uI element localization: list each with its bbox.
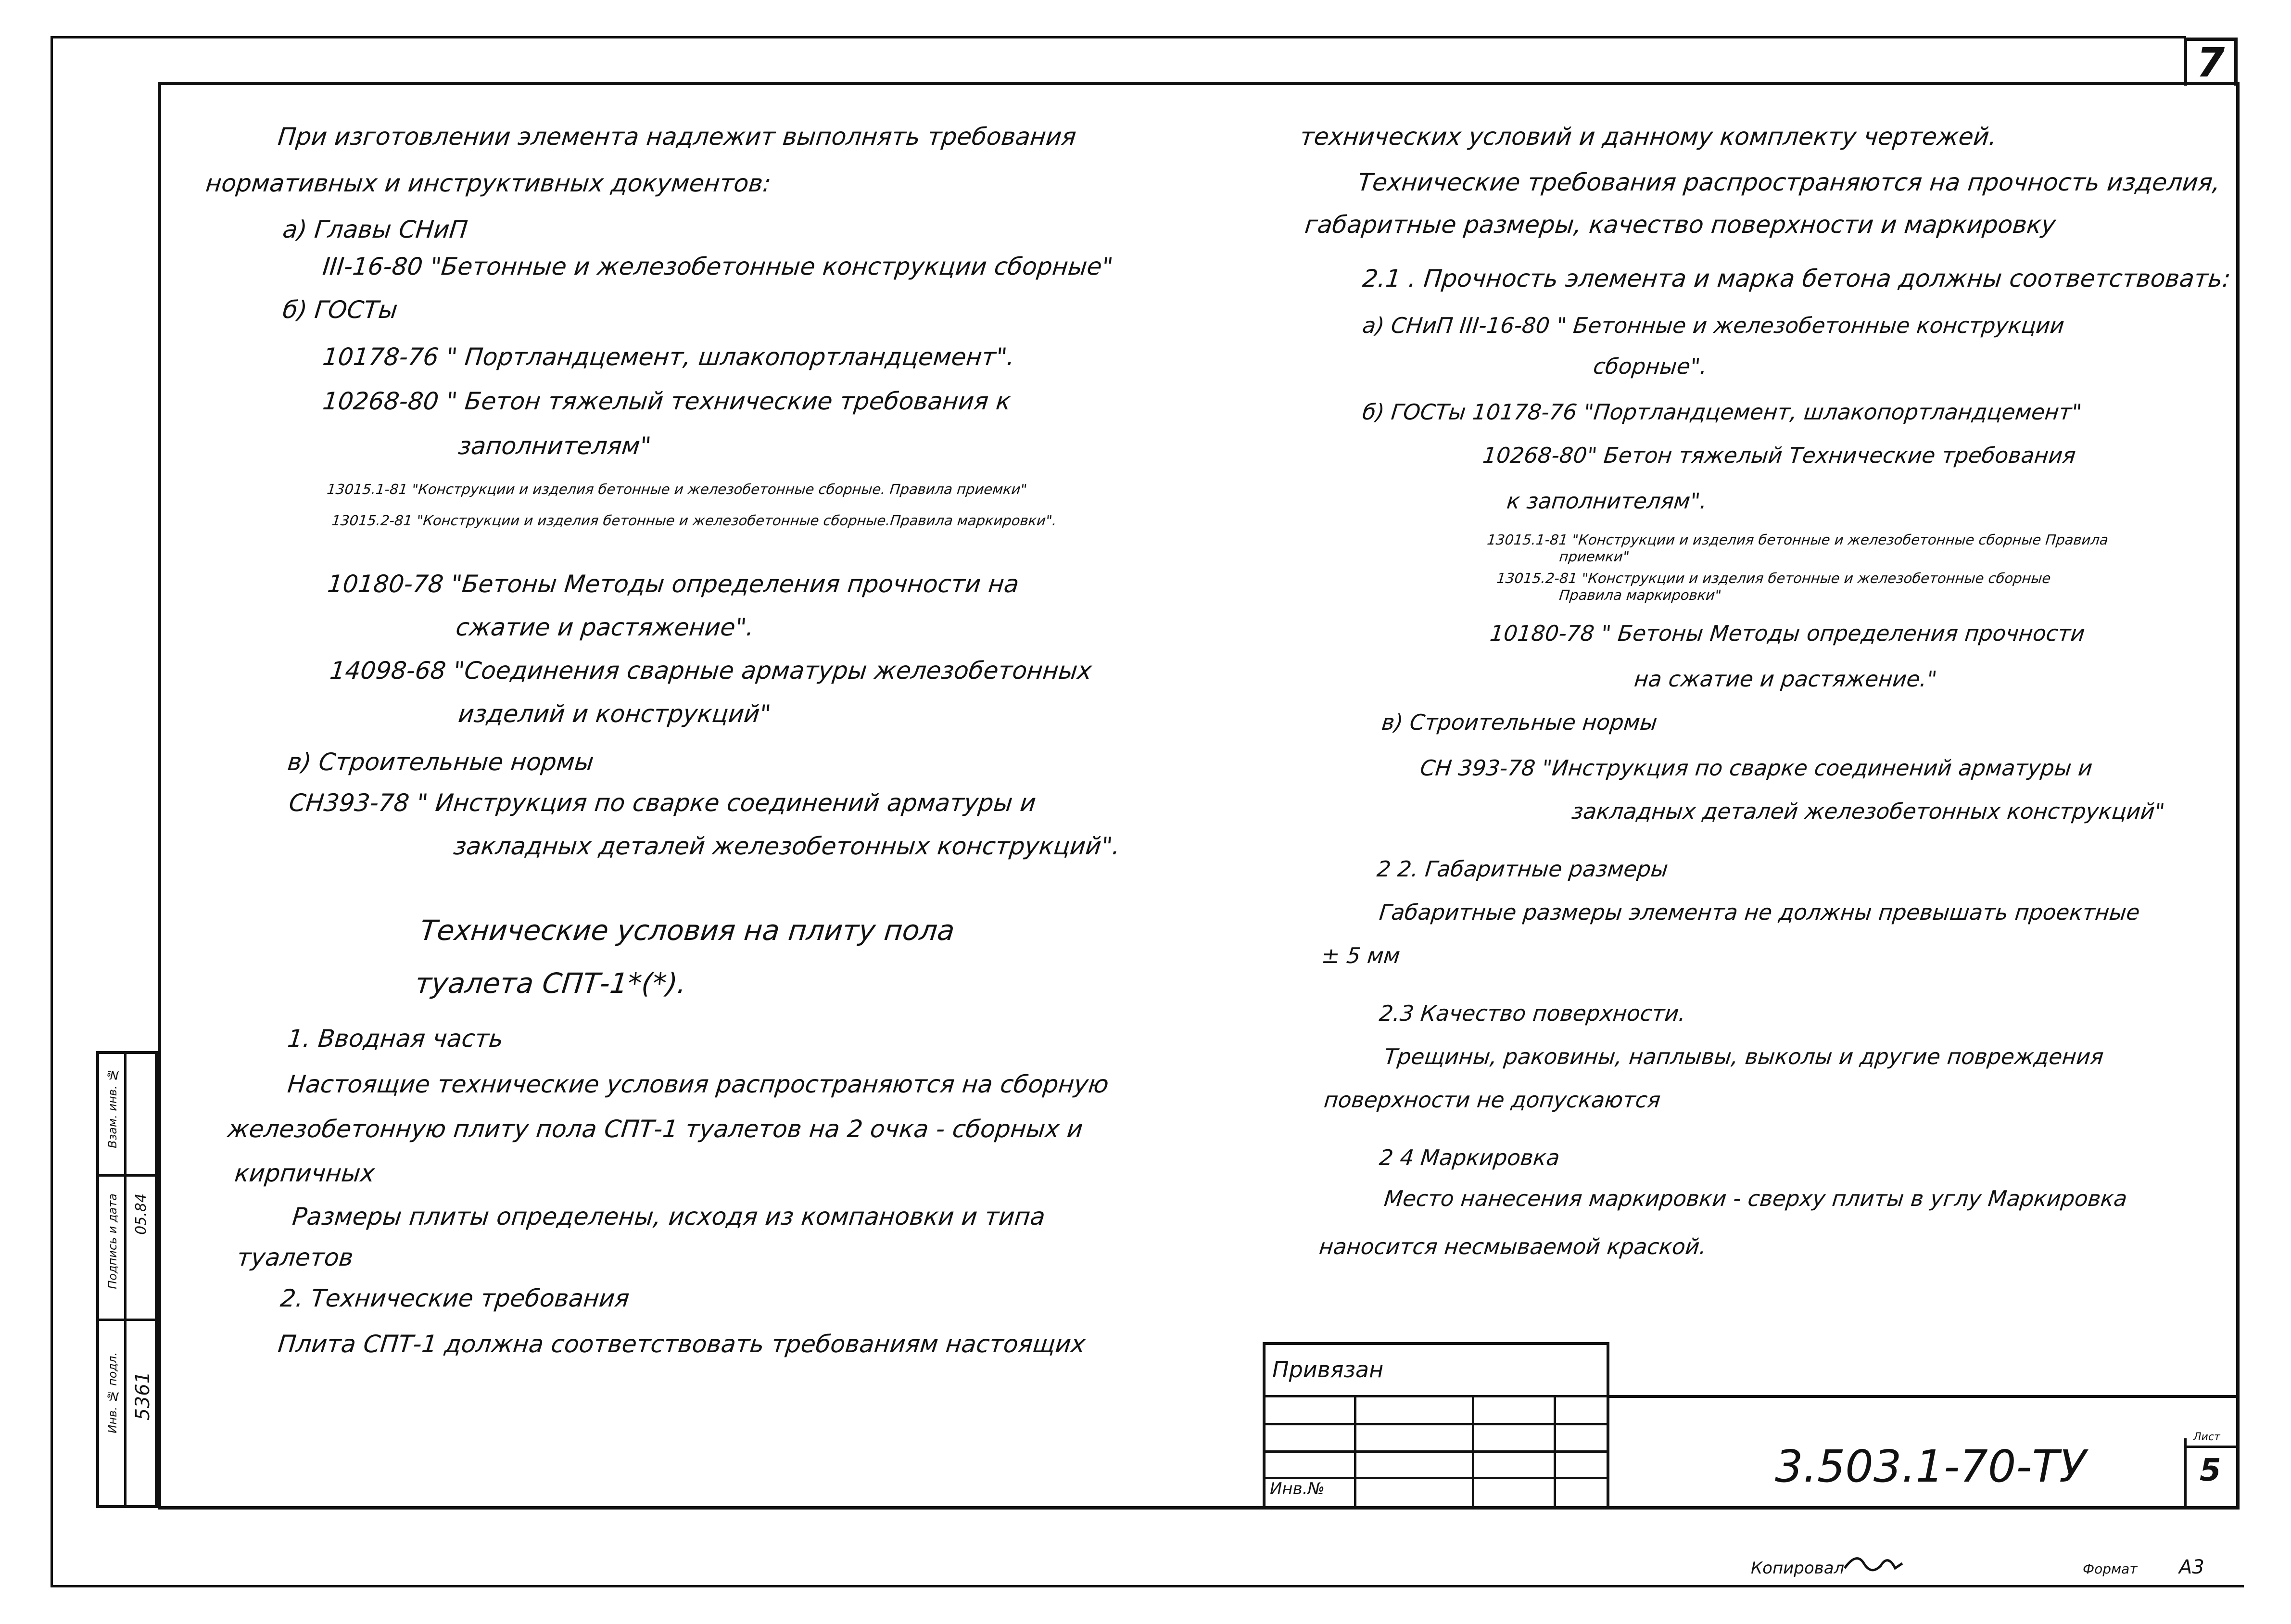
attached-label: Привязан — [1272, 1357, 1384, 1383]
text-line: нормативных и инструктивных документов: — [204, 169, 772, 197]
text-line: При изготовлении элемента надлежит выполнять требования — [277, 123, 1078, 151]
title-block-line — [2184, 1446, 2237, 1448]
section-heading: 2. Технические требования — [279, 1284, 631, 1312]
title-block-line — [1472, 1395, 1474, 1508]
text-line: сжатие и растяжение". — [455, 613, 756, 641]
text-line: кирпичных — [233, 1159, 377, 1187]
format-label: Формат — [2083, 1561, 2138, 1577]
text-line: 10268-80 " Бетон тяжелый технические требования к — [321, 387, 1013, 415]
text-line: технических условий и данному комплекту чертежей. — [1299, 123, 1999, 151]
sheet-bottom-line — [51, 1585, 2244, 1587]
signature-date-value: 05.84 — [133, 1193, 150, 1235]
inv-original-label: Инв. № подл. — [106, 1352, 119, 1434]
inv-original-value: 5361 — [132, 1371, 154, 1421]
section-heading: в) Строительные нормы — [286, 748, 595, 776]
document-title: туалета СПТ-1*(*). — [414, 967, 688, 1000]
text-line: 10180-78 " Бетоны Методы определения прочности — [1489, 621, 2087, 646]
text-line: габаритные размеры, качество поверхности и маркировку — [1304, 211, 2057, 239]
text-line: к заполнителям". — [1506, 488, 1709, 514]
text-line: а) СНиП III-16-80 " Бетонные и железобетонные конструкции — [1361, 313, 2066, 338]
text-line: Плита СПТ-1 должна соответствовать требованиям настоящих — [277, 1330, 1087, 1358]
text-line: закладных деталей железобетонных конструкций". — [452, 832, 1122, 860]
text-line: 14098-68 "Соединения сварные арматуры железобетонных — [329, 657, 1093, 685]
text-line: наносится несмываемой краской. — [1318, 1234, 1708, 1259]
text-line: 10178-76 " Портландцемент, шлакопортландцемент". — [321, 343, 1016, 371]
text-line: б) ГОСТы 10178-76 "Портландцемент, шлакопортландцемент" — [1361, 399, 2083, 425]
text-line: Технические требования распространяются на прочность изделия, — [1356, 168, 2222, 196]
side-stamp-divider — [99, 1174, 155, 1177]
text-line: Трещины, раковины, наплывы, выколы и другие повреждения — [1383, 1044, 2105, 1069]
text-line: III-16-80 "Бетонные и железобетонные конструкции сборные" — [321, 253, 1114, 280]
section-heading: б) ГОСТы — [281, 296, 399, 324]
text-line: сборные". — [1592, 354, 1709, 379]
text-line: закладных деталей железобетонных конструкций" — [1570, 799, 2166, 824]
title-block-line — [1607, 1395, 2237, 1398]
text-line: на сжатие и растяжение." — [1633, 666, 1938, 692]
title-block-line — [1263, 1342, 1609, 1345]
text-line: 10268-80" Бетон тяжелый Технические требования — [1481, 443, 2077, 468]
inv-number-label: Инв.№ — [1270, 1479, 1325, 1498]
text-line: 13015.1-81 "Конструкции и изделия бетонные и железобетонные сборные. Правила приемки" — [326, 481, 1028, 497]
copier-signature — [1842, 1549, 1905, 1578]
text-line: заполнителям" — [457, 432, 653, 460]
text-line: железобетонную плиту пола СПТ-1 туалетов на 2 очка - сборных и — [226, 1115, 1085, 1143]
section-heading: 1. Вводная часть — [286, 1025, 505, 1053]
text-line: СН 393-78 "Инструкция по сварке соединений арматуры и — [1419, 755, 2094, 781]
title-block-line — [1263, 1395, 1609, 1397]
section-heading: а) Главы СНиП — [281, 216, 469, 243]
text-line: 13015.2-81 "Конструкции и изделия бетонные и железобетонные сборные.Правила маркировки". — [331, 512, 1058, 529]
text-line: Размеры плиты определены, исходя из компановки и типа — [291, 1203, 1047, 1231]
title-block-line — [2184, 1438, 2187, 1508]
copied-label: Копировал — [1751, 1559, 1845, 1578]
signature-date-label: Подпись и дата — [106, 1193, 119, 1289]
text-line: 13015.1-81 "Конструкции и изделия бетонные и железобетонные сборные Правила — [1486, 532, 2109, 548]
side-stamp-divider — [99, 1319, 155, 1321]
text-line: приемки" — [1558, 548, 1631, 565]
sheet-top-line — [51, 36, 2186, 38]
document-title: Технические условия на плиту пола — [418, 914, 957, 947]
text-line: Габаритные размеры элемента не должны превышать проектные — [1378, 900, 2141, 925]
section-heading: 2.1 . Прочность элемента и марка бетона должны соответствовать: — [1361, 265, 2232, 292]
text-line: Правила маркировки" — [1558, 587, 1722, 603]
text-line: поверхности не допускаются — [1323, 1087, 1662, 1113]
section-heading: 2 2. Габаритные размеры — [1376, 856, 1670, 882]
document-code: 3.503.1-70-ТУ — [1775, 1441, 2086, 1492]
title-block-line — [1263, 1450, 1609, 1453]
text-line: 13015.2-81 "Конструкции и изделия бетонные и железобетонные сборные — [1496, 570, 2052, 586]
section-heading: в) Строительные нормы — [1380, 710, 1659, 735]
text-line: Место нанесения маркировки - сверху плиты в углу Маркировка — [1383, 1186, 2128, 1211]
text-line: 10180-78 "Бетоны Методы определения прочности на — [326, 570, 1021, 598]
side-stamp — [96, 1051, 158, 1508]
sheet-label: Лист — [2193, 1431, 2220, 1443]
format-value: А3 — [2179, 1556, 2204, 1578]
title-block-line — [1554, 1395, 1556, 1508]
sheet-number: 5 — [2200, 1453, 2221, 1488]
text-line: изделий и конструкций" — [457, 700, 772, 728]
title-block-line — [1354, 1395, 1356, 1508]
title-block-line — [1263, 1423, 1609, 1425]
text-line: ± 5 мм — [1320, 943, 1402, 968]
text-line: туалетов — [236, 1243, 355, 1271]
section-heading: 2.3 Качество поверхности. — [1378, 1001, 1687, 1026]
text-line: СН393-78 " Инструкция по сварке соединений арматуры и — [288, 789, 1038, 817]
page-corner-number: 7 — [2184, 38, 2238, 86]
sheet-left-line — [51, 36, 53, 1587]
text-line: Настоящие технические условия распространяются на сборную — [286, 1070, 1110, 1098]
replaced-inv-label: Взам. инв. № — [106, 1068, 119, 1148]
section-heading: 2 4 Маркировка — [1378, 1145, 1561, 1170]
